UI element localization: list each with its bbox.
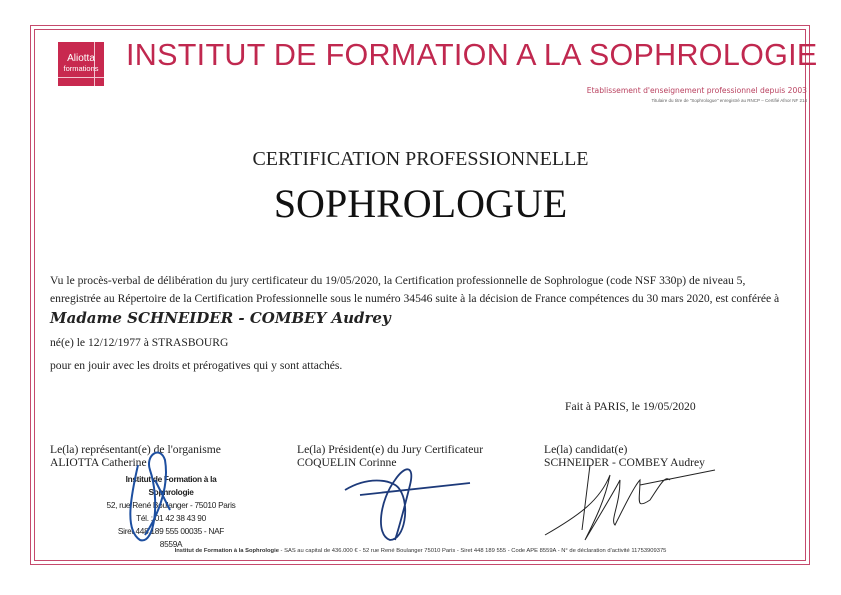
rights-statement: pour en jouir avec les droits et prérogatives qui y sont attachés. xyxy=(50,359,343,372)
place-date: Fait à PARIS, le 19/05/2020 xyxy=(565,400,696,413)
company-stamp: Institut de Formation à la Sophrologie 52, rue René Boulanger - 75010 Paris Tél. : 01 42 38 43 90 Siret 448 189 555 00035 - NAF 8559A xyxy=(106,474,236,549)
signature-representative xyxy=(110,440,210,545)
birth-info: né(e) le 12/12/1977 à STRASBOURG xyxy=(50,336,229,349)
signature-president xyxy=(340,455,480,550)
institute-title: INSTITUT DE FORMATION A LA SOPHROLOGIE xyxy=(126,38,818,72)
aliotta-logo: Aliotta formations xyxy=(58,42,104,86)
signature-candidate xyxy=(540,460,720,545)
signature-block-representative: Le(la) représentant(e) de l'organisme ALIOTTA Catherine xyxy=(50,443,221,469)
certification-heading: CERTIFICATION PROFESSIONNELLE xyxy=(252,148,589,170)
recipient-name: Madame SCHNEIDER - COMBEY Audrey xyxy=(50,309,391,327)
institute-subtitle: Etablissement d'enseignement professionnel depuis 2003 xyxy=(586,86,807,95)
institute-accreditation: Titulaire du titre de "Sophrologue" enregistré au RNCP – Certifié Afnor NF 214 xyxy=(651,98,807,103)
signature-block-candidate: Le(la) candidat(e) SCHNEIDER - COMBEY Audrey xyxy=(544,443,705,469)
certification-title: SOPHROLOGUE xyxy=(273,181,568,226)
footer-legal: Institut de Formation à la Sophrologie - SAS au capital de 436.000 € - 52 rue René Boulanger 75010 Paris - Siret 448 189 555 - Code APE 8559A - N° de déclaration d'activité 11753909375 xyxy=(174,548,667,554)
certification-paragraph: Vu le procès-verbal de délibération du jury certificateur du 19/05/2020, la Certification professionnelle de Sophrologue (code NSF 330p) de niveau 5, enregistrée au Répertoire de la Certification Professionnelle sous le numéro 34546 suite à la décision de France compétences du 30 mars 2020, est conférée à xyxy=(50,274,780,305)
signature-block-president: Le(la) Président(e) du Jury Certificateur COQUELIN Corinne xyxy=(297,443,484,469)
